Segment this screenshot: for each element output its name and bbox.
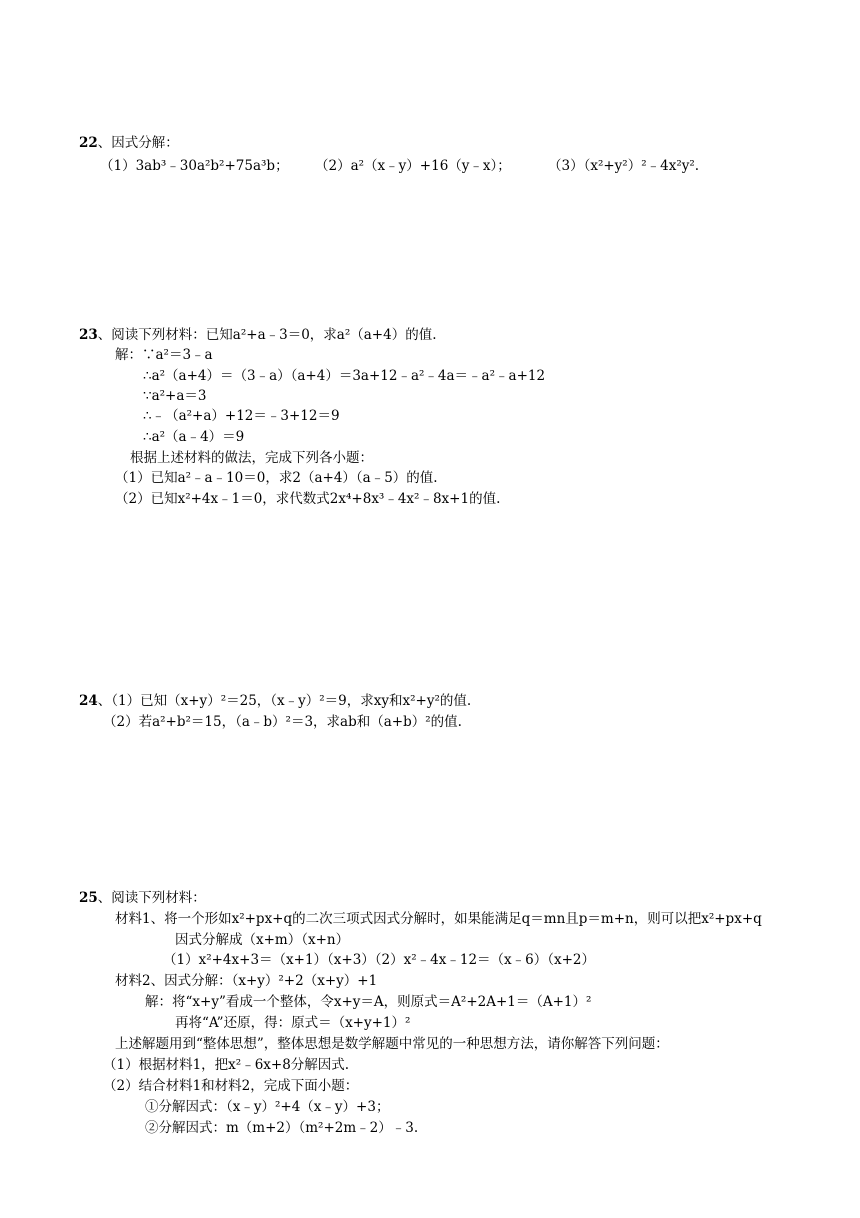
q25-subquestion2: （2）结合材料1和材料2，完成下面小题： bbox=[103, 1078, 359, 1094]
q24-number: 24 bbox=[79, 693, 98, 709]
q23-title: 、阅读下列材料：已知a²+a﹣3＝0，求a²（a+4）的值. bbox=[97, 327, 437, 343]
q25-item1: ①分解因式：（x﹣y）²+4（x﹣y）+3； bbox=[145, 1099, 390, 1115]
q23-number: 23 bbox=[79, 327, 98, 343]
q25-material1-line2: 因式分解成（x+m）（x+n） bbox=[175, 932, 350, 948]
q23-solution-line4: ∴﹣（a²+a）+12＝﹣3+12＝9 bbox=[143, 408, 340, 424]
q25-material1-line1: 材料1、将一个形如x²+px+q的二次三项式因式分解时，如果能满足q＝mn且p＝m+n，则可以把x²+px+q bbox=[115, 911, 762, 927]
q25-summary: 上述解题用到“整体思想”，整体思想是数学解题中常见的一种思想方法，请你解答下列问题： bbox=[115, 1036, 669, 1052]
q22-title: 、因式分解： bbox=[97, 135, 179, 151]
q23-solution-line3: ∵a²+a＝3 bbox=[143, 388, 207, 404]
q23-solution-line2: ∴a²（a+4）＝（3﹣a）（a+4）＝3a+12﹣a²﹣4a＝﹣a²﹣a+12 bbox=[143, 368, 546, 384]
q25-material2-line1: 材料2、因式分解：（x+y）²+2（x+y）+1 bbox=[115, 973, 378, 989]
q25-title: 、阅读下列材料： bbox=[97, 890, 206, 906]
q23-solution-line5: ∴a²（a﹣4）＝9 bbox=[143, 429, 245, 445]
q23-subquestion1: （1）已知a²﹣a﹣10＝0，求2（a+4）（a﹣5）的值. bbox=[115, 470, 438, 486]
q25-subquestion1: （1）根据材料1，把x²﹣6x+8分解因式. bbox=[103, 1057, 350, 1073]
q25-item2: ②分解因式：m（m+2）（m²+2m﹣2）﹣3. bbox=[145, 1120, 419, 1136]
q24-line2: （2）若a²+b²＝15，（a﹣b）²＝3，求ab和（a+b）²的值. bbox=[103, 714, 462, 730]
q22-number: 22 bbox=[79, 135, 98, 151]
q25-material2-line3: 再将“A”还原，得：原式＝（x+y+1）² bbox=[175, 1015, 411, 1031]
q25-number: 25 bbox=[79, 890, 98, 906]
q25-material1-example: （1）x²+4x+3＝（x+1）（x+3）（2）x²﹣4x﹣12＝（x﹣6）（x+2） bbox=[163, 952, 596, 968]
q22-part3: （3）（x²+y²）²﹣4x²y². bbox=[548, 158, 700, 174]
q22-heading bbox=[79, 133, 179, 153]
q24-line1: 、（1）已知（x+y）²＝25，（x﹣y）²＝9，求xy和x²+y²的值. bbox=[97, 693, 472, 709]
q22-part2: （2）a²（x﹣y）+16（y﹣x）； bbox=[315, 158, 511, 174]
q25-material2-line2: 解：将“x+y”看成一个整体，令x+y＝A，则原式＝A²+2A+1＝（A+1）² bbox=[145, 994, 592, 1010]
q22-part1: （1）3ab³﹣30a²b²+75a³b； bbox=[100, 158, 289, 174]
q23-subquestion2: （2）已知x²+4x﹣1＝0，求代数式2x⁴+8x³﹣4x²﹣8x+1的值. bbox=[115, 491, 501, 507]
q23-intro: 根据上述材料的做法，完成下列各小题： bbox=[130, 450, 373, 466]
q23-heading bbox=[79, 325, 437, 345]
q25-heading bbox=[79, 888, 206, 908]
q24-heading bbox=[79, 691, 471, 711]
q23-solution-line1: 解：∵a²＝3﹣a bbox=[115, 347, 213, 363]
